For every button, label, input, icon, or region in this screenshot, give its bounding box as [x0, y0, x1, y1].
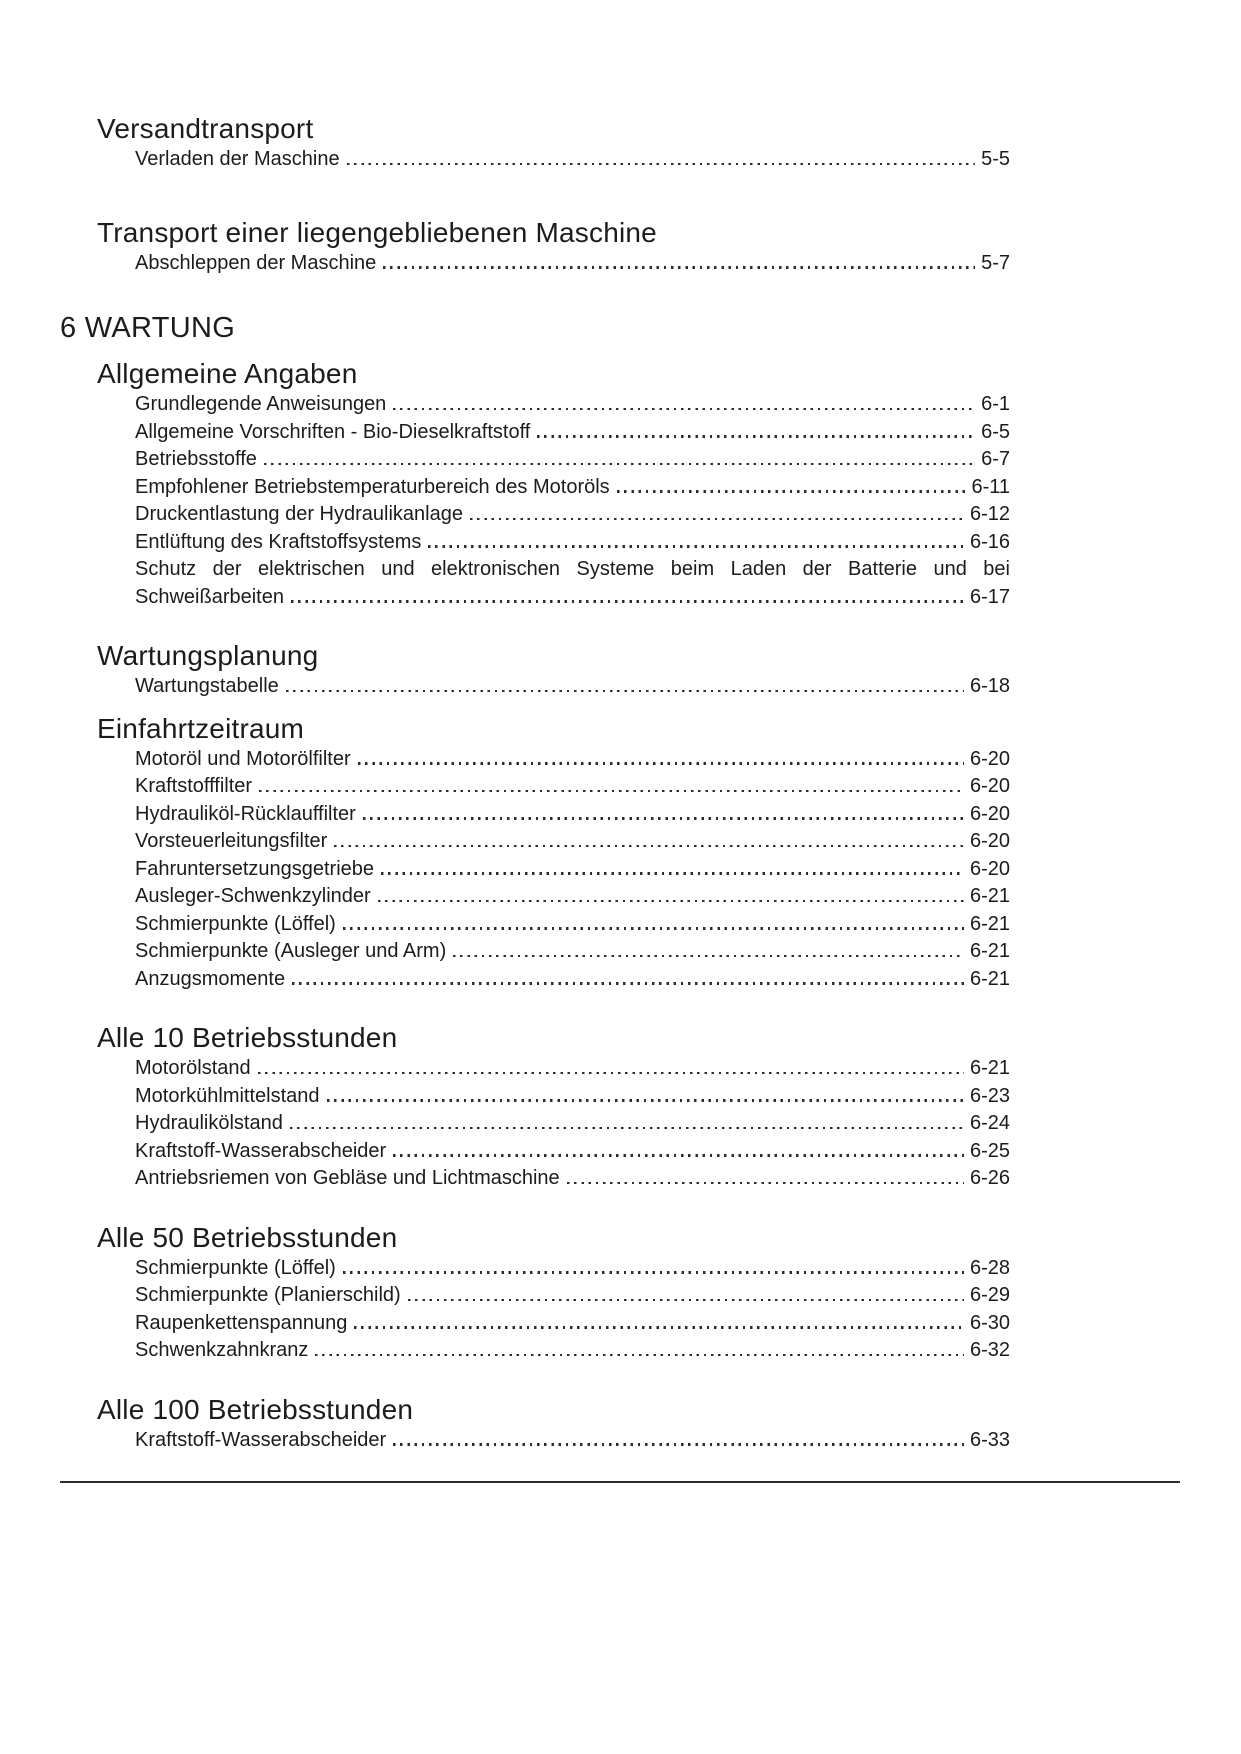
toc-section-einfahrtzeitraum	[60, 712, 1010, 994]
dotted-leader	[327, 1099, 964, 1101]
toc-entry-label: Kraftstofffilter	[135, 775, 253, 797]
toc-entry-page: 6-28	[969, 1256, 1010, 1279]
toc-entry	[135, 146, 1010, 174]
toc-entry	[135, 474, 1010, 502]
section-heading: Alle 10 Betriebsstunden	[97, 1022, 398, 1053]
toc-section-wartungsplanung	[60, 639, 1010, 701]
toc-entry-label: Empfohlener Betriebstemperaturbereich des Motoröls	[135, 475, 610, 498]
dotted-leader	[567, 1182, 964, 1184]
toc-entry-label-line1: Schutz der elektrischen und elektronischen Systeme beim Laden der Batterie und bei	[135, 558, 1010, 580]
toc-entry-label: Schmierpunkte (Löffel)	[135, 912, 336, 935]
toc-entry-label: Kraftstoff-Wasserabscheider	[135, 1139, 387, 1162]
toc-entry	[135, 1255, 1010, 1283]
dotted-leader	[381, 872, 964, 874]
toc-entry	[135, 419, 1010, 447]
toc-entry	[135, 250, 1010, 278]
dotted-leader	[537, 435, 975, 437]
toc-section-versandtransport	[60, 112, 1010, 174]
toc-entry	[135, 828, 1010, 856]
dotted-leader	[347, 163, 976, 165]
toc-entry-label: Abschleppen der Maschine	[135, 251, 377, 274]
toc-entry-page: 6-33	[969, 1428, 1010, 1451]
toc-entry-label: Motorölstand	[135, 1057, 251, 1079]
toc-entry-page: 6-1	[981, 393, 1010, 415]
dotted-leader	[334, 845, 964, 847]
toc-entry-label: Raupenkettenspannung	[135, 1311, 348, 1334]
toc-entry-page: 6-17	[969, 585, 1010, 608]
toc-content	[60, 112, 1010, 1454]
toc-entry-label: Grundlegende Anweisungen	[135, 393, 387, 415]
toc-entry	[135, 584, 1010, 612]
dotted-leader	[264, 463, 975, 465]
toc-entry-page: 6-25	[969, 1139, 1010, 1162]
toc-entry-label: Hydraulikölstand	[135, 1112, 283, 1134]
toc-entry-label: Schmierpunkte (Löffel)	[135, 1256, 336, 1279]
toc-entry-page: 6-18	[969, 675, 1010, 697]
toc-entry-page: 5-7	[981, 251, 1010, 274]
toc-section-transport-liegengeblieben	[60, 216, 1010, 278]
dotted-leader	[291, 600, 964, 602]
dotted-leader	[343, 1271, 964, 1273]
toc-entry-page: 6-20	[969, 747, 1010, 770]
dotted-leader	[383, 266, 975, 268]
dotted-leader	[428, 545, 964, 547]
toc-section-allgemeine-angaben	[60, 357, 1010, 611]
toc-entry	[135, 1427, 1010, 1455]
toc-entry-label: Schmierpunkte (Ausleger und Arm)	[135, 940, 447, 962]
dotted-leader	[358, 762, 964, 764]
toc-entry-label: Entlüftung des Kraftstoffsystems	[135, 530, 422, 553]
toc-entry-page: 6-21	[969, 967, 1010, 990]
dotted-leader	[343, 927, 964, 929]
toc-entry	[135, 501, 1010, 529]
toc-entry-label: Druckentlastung der Hydraulikanlage	[135, 503, 463, 525]
dotted-leader	[408, 1299, 964, 1301]
toc-entry-page: 6-30	[969, 1311, 1010, 1334]
toc-entry-label: Betriebsstoffe	[135, 448, 257, 470]
toc-entry-page: 6-20	[969, 830, 1010, 852]
section-heading: Wartungsplanung	[97, 640, 319, 671]
toc-entry	[135, 1138, 1010, 1166]
toc-entry	[135, 1055, 1010, 1083]
entry-list	[135, 146, 1010, 174]
toc-entry-label: Wartungstabelle	[135, 675, 279, 697]
entry-list	[135, 391, 1010, 611]
toc-entry-page: 6-20	[969, 802, 1010, 825]
toc-entry	[135, 773, 1010, 801]
entry-list	[135, 673, 1010, 701]
toc-entry-page: 6-32	[969, 1339, 1010, 1361]
section-heading: Alle 100 Betriebsstunden	[97, 1393, 414, 1425]
entry-list	[135, 1427, 1010, 1455]
toc-entry	[135, 673, 1010, 701]
toc-entry-page: 6-20	[969, 857, 1010, 880]
toc-entry-label: Ausleger-Schwenkzylinder	[135, 885, 371, 907]
toc-entry-label: Schweißarbeiten	[135, 585, 284, 608]
toc-entry	[135, 1165, 1010, 1193]
toc-entry-label: Motoröl und Motorölfilter	[135, 747, 351, 770]
dotted-leader	[290, 1127, 964, 1129]
toc-entry-label: Anzugsmomente	[135, 967, 286, 990]
dotted-leader	[393, 408, 975, 410]
toc-section-alle-100-betriebsstunden	[60, 1393, 1010, 1455]
toc-entry	[135, 911, 1010, 939]
entry-list	[135, 746, 1010, 994]
toc-entry-multiline	[135, 556, 1010, 611]
toc-section-alle-10-betriebsstunden	[60, 1021, 1010, 1193]
toc-entry-label: Schmierpunkte (Planierschild)	[135, 1284, 401, 1306]
toc-entry	[135, 1310, 1010, 1338]
dotted-leader	[378, 900, 964, 902]
dotted-leader	[363, 817, 964, 819]
toc-entry-label: Schwenkzahnkranz	[135, 1339, 309, 1361]
toc-entry	[135, 1282, 1010, 1310]
toc-entry-page: 6-21	[969, 1057, 1010, 1079]
entry-list	[135, 1055, 1010, 1193]
toc-entry-page: 6-21	[969, 912, 1010, 935]
toc-entry-page: 6-24	[969, 1112, 1010, 1134]
section-heading: Versandtransport	[97, 113, 314, 144]
dotted-leader	[354, 1326, 964, 1328]
section-heading: Transport einer liegengebliebenen Maschine	[97, 216, 657, 248]
chapter-heading: 6 WARTUNG	[60, 312, 236, 344]
toc-entry	[135, 938, 1010, 966]
toc-entry-label: Verladen der Maschine	[135, 148, 340, 170]
toc-entry-label: Kraftstoff-Wasserabscheider	[135, 1428, 387, 1451]
dotted-leader	[393, 1443, 964, 1445]
toc-entry-page: 6-16	[969, 530, 1010, 553]
toc-entry-label: Hydrauliköl-Rücklauffilter	[135, 802, 356, 825]
toc-entry-page: 5-5	[981, 148, 1010, 170]
section-heading: Allgemeine Angaben	[97, 358, 358, 389]
toc-entry-page: 6-12	[969, 503, 1010, 525]
toc-entry	[135, 966, 1010, 994]
toc-entry-page: 6-5	[981, 420, 1010, 443]
toc-entry-page: 6-23	[969, 1084, 1010, 1107]
toc-entry-page: 6-20	[969, 775, 1010, 797]
toc-entry	[135, 746, 1010, 774]
toc-entry-label: Vorsteuerleitungsfilter	[135, 830, 328, 852]
toc-entry-page: 6-11	[971, 475, 1010, 498]
dotted-leader	[393, 1154, 964, 1156]
toc-entry	[135, 1110, 1010, 1138]
toc-section-alle-50-betriebsstunden	[60, 1221, 1010, 1365]
entry-list	[135, 1255, 1010, 1365]
toc-entry	[135, 529, 1010, 557]
section-heading: Einfahrtzeitraum	[97, 712, 305, 744]
toc-entry	[135, 1083, 1010, 1111]
toc-entry	[135, 883, 1010, 911]
toc-entry-label: Antriebsriemen von Gebläse und Lichtmaschine	[135, 1167, 560, 1189]
toc-entry	[135, 446, 1010, 474]
toc-entry	[135, 801, 1010, 829]
toc-entry-label: Motorkühlmittelstand	[135, 1084, 320, 1107]
entry-list	[135, 250, 1010, 278]
dotted-leader	[315, 1354, 964, 1356]
toc-entry	[135, 856, 1010, 884]
footer-rule	[60, 1481, 1180, 1483]
toc-entry	[135, 1337, 1010, 1365]
section-heading: Alle 50 Betriebsstunden	[97, 1221, 398, 1253]
dotted-leader	[453, 955, 964, 957]
dotted-leader	[470, 518, 964, 520]
toc-entry-page: 6-26	[969, 1167, 1010, 1189]
toc-entry-page: 6-7	[981, 448, 1010, 470]
dotted-leader	[292, 982, 964, 984]
toc-entry-page: 6-21	[969, 940, 1010, 962]
toc-entry-page: 6-21	[969, 885, 1010, 907]
dotted-leader	[258, 1072, 964, 1074]
toc-entry	[135, 391, 1010, 419]
dotted-leader	[286, 690, 964, 692]
toc-entry-page: 6-29	[969, 1284, 1010, 1306]
dotted-leader	[259, 790, 964, 792]
dotted-leader	[617, 490, 966, 492]
toc-entry-label: Allgemeine Vorschriften - Bio-Dieselkraftstoff	[135, 420, 531, 443]
toc-entry-label: Fahruntersetzungsgetriebe	[135, 857, 375, 880]
